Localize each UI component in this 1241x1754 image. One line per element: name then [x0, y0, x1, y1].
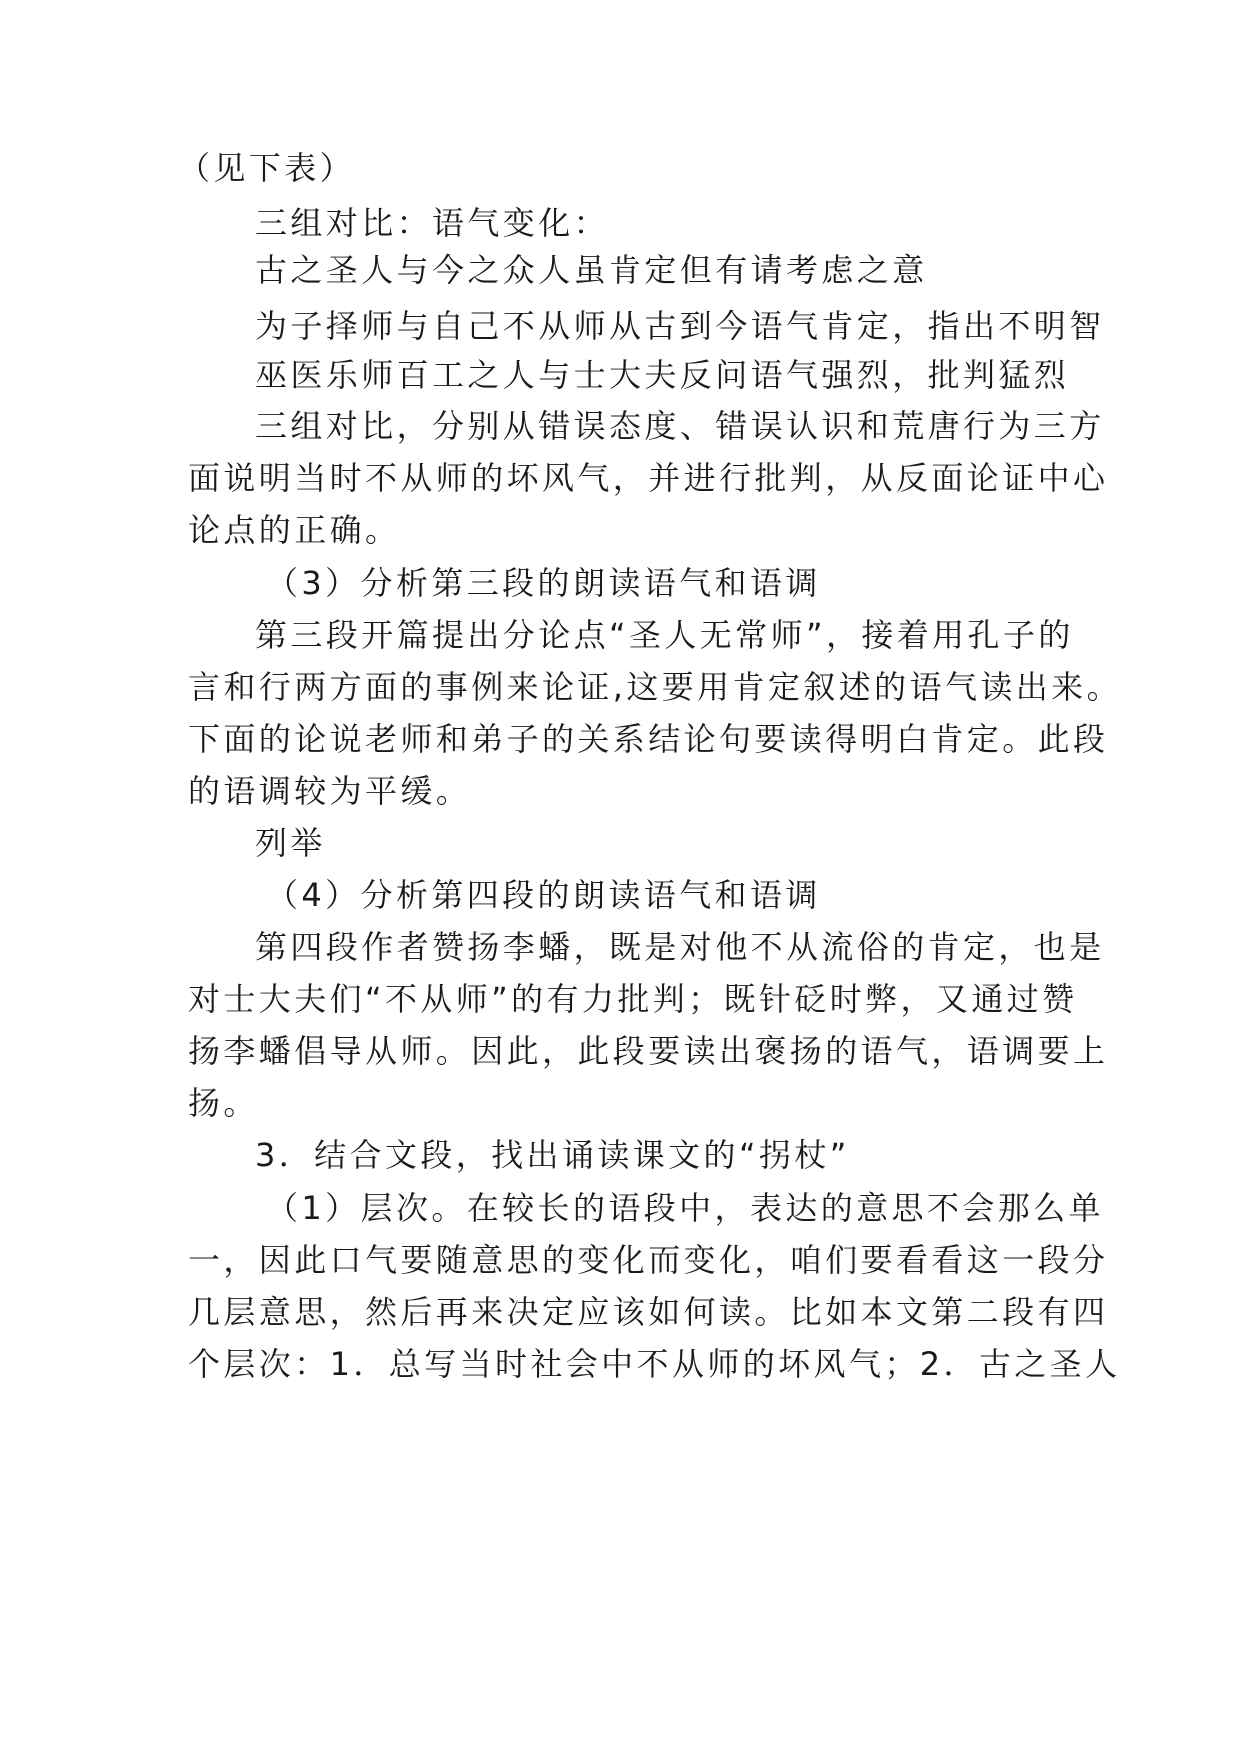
text-line-16: 第四段作者赞扬李蟠，既是对他不从流俗的肯定，也是: [255, 928, 1105, 966]
text-line-4: 为子择师与自己不从师从古到今语气肯定，指出不明智: [255, 307, 1105, 345]
text-line-11: 言和行两方面的事例来论证,这要用肯定叙述的语气读出来。: [188, 668, 1122, 706]
text-line-22: 一，因此口气要随意思的变化而变化，咱们要看看这一段分: [188, 1241, 1109, 1279]
text-line-5: 巫医乐师百工之人与士大夫反问语气强烈，批判猛烈: [255, 356, 1070, 394]
text-line-2: 三组对比：语气变化：: [255, 204, 610, 242]
text-line-7: 面说明当时不从师的坏风气，并进行批判，从反面论证中心: [188, 459, 1109, 497]
text-line-14: 列举: [255, 824, 326, 862]
text-line-13: 的语调较为平缓。: [188, 772, 472, 810]
text-line-6: 三组对比，分别从错误态度、错误认识和荒唐行为三方: [255, 407, 1105, 445]
text-line-18: 扬李蟠倡导从师。因此，此段要读出褒扬的语气，语调要上: [188, 1032, 1109, 1070]
text-line-23: 几层意思，然后再来决定应该如何读。比如本文第二段有四: [188, 1293, 1109, 1331]
text-line-8: 论点的正确。: [188, 511, 401, 549]
text-line-24: 个层次：1．总写当时社会中不从师的坏风气；2．古之圣人: [188, 1345, 1121, 1383]
section-heading-4: （4）分析第四段的朗读语气和语调: [266, 876, 821, 914]
text-line-3: 古之圣人与今之众人虽肯定但有请考虑之意: [255, 251, 928, 289]
text-line-10: 第三段开篇提出分论点“圣人无常师”，接着用孔子的: [255, 616, 1074, 654]
text-line-1: （见下表）: [178, 149, 356, 187]
text-line-17: 对士大夫们“不从师”的有力批判；既针砭时弊，又通过赞: [188, 980, 1078, 1018]
text-line-21: （1）层次。在较长的语段中，表达的意思不会那么单: [266, 1189, 1104, 1227]
section-heading-point-3: 3．结合文段，找出诵读课文的“拐杖”: [255, 1136, 850, 1174]
text-line-19: 扬。: [188, 1084, 259, 1122]
section-heading-3: （3）分析第三段的朗读语气和语调: [266, 564, 821, 602]
text-line-12: 下面的论说老师和弟子的关系结论句要读得明白肯定。此段: [188, 720, 1109, 758]
